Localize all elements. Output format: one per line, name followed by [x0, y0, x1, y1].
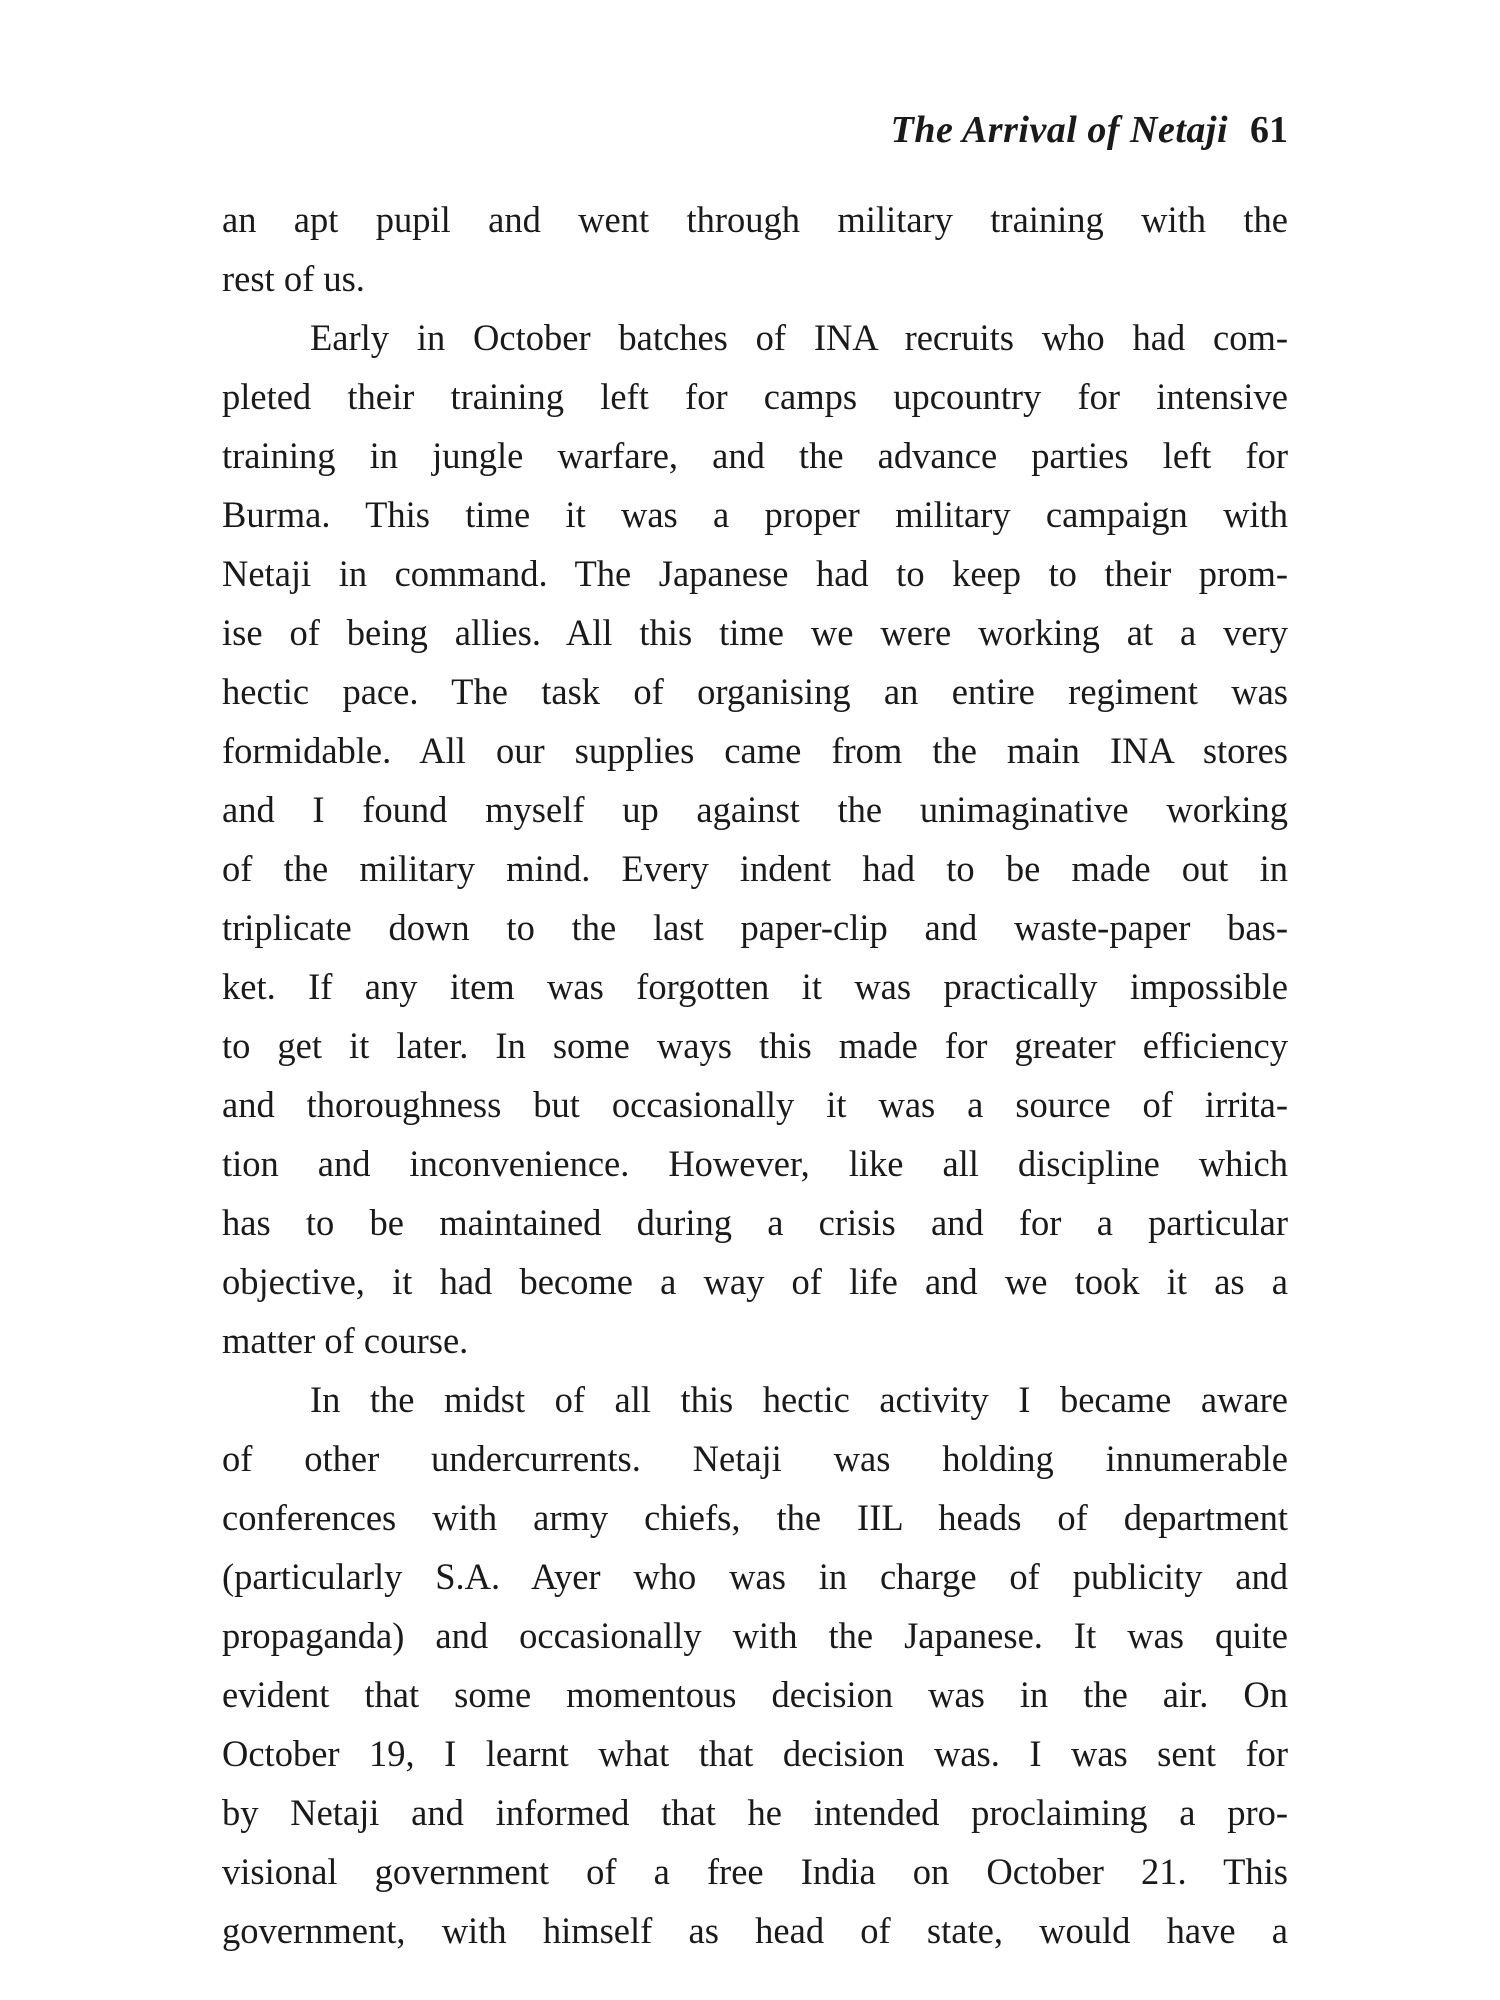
- text-line: Early in October batches of INA recruits who had com-: [310, 317, 1288, 358]
- text-line: rest of us.: [222, 258, 365, 299]
- text-line: an apt pupil and went through military training with the: [222, 199, 1288, 240]
- text-line: to get it later. In some ways this made for greater efficiency: [222, 1025, 1288, 1066]
- text-line: October 19, I learnt what that decision was. I was sent for: [222, 1733, 1288, 1774]
- text-line: by Netaji and informed that he intended proclaiming a pro-: [222, 1792, 1288, 1833]
- text-line: training in jungle warfare, and the advance parties left for: [222, 435, 1288, 476]
- text-line: triplicate down to the last paper-clip and waste-paper bas-: [222, 907, 1288, 948]
- text-line: of other undercurrents. Netaji was holding innumerable: [222, 1438, 1288, 1479]
- text-line: tion and inconvenience. However, like all discipline which: [222, 1143, 1288, 1184]
- running-title: The Arrival of Netaji: [890, 109, 1228, 151]
- text-line: and thoroughness but occasionally it was a source of irrita-: [222, 1084, 1288, 1125]
- text-line: formidable. All our supplies came from the main INA stores: [222, 730, 1288, 771]
- text-line: Burma. This time it was a proper military campaign with: [222, 494, 1288, 535]
- body-text: [222, 190, 1288, 1960]
- text-line: ket. If any item was forgotten it was practically impossible: [222, 966, 1288, 1007]
- text-line: visional government of a free India on October 21. This: [222, 1851, 1288, 1892]
- text-line: pleted their training left for camps upcountry for intensive: [222, 376, 1288, 417]
- text-line: (particularly S.A. Ayer who was in charge of publicity and: [222, 1556, 1288, 1597]
- page-number: 61: [1250, 109, 1288, 151]
- text-line: evident that some momentous decision was in the air. On: [222, 1674, 1288, 1715]
- text-line: hectic pace. The task of organising an entire regiment was: [222, 671, 1288, 712]
- text-line: objective, it had become a way of life and we took it as a: [222, 1261, 1288, 1302]
- text-line: ise of being allies. All this time we were working at a very: [222, 612, 1288, 653]
- text-line: of the military mind. Every indent had to be made out in: [222, 848, 1288, 889]
- text-line: propaganda) and occasionally with the Japanese. It was quite: [222, 1615, 1288, 1656]
- text-line: matter of course.: [222, 1320, 469, 1361]
- text-line: has to be maintained during a crisis and for a particular: [222, 1202, 1288, 1243]
- text-line: In the midst of all this hectic activity I became aware: [310, 1379, 1288, 1420]
- text-line: and I found myself up against the unimaginative working: [222, 789, 1288, 830]
- text-line: government, with himself as head of state, would have a: [222, 1910, 1288, 1951]
- running-head: [222, 100, 1288, 160]
- text-line: Netaji in command. The Japanese had to keep to their prom-: [222, 553, 1288, 594]
- text-line: conferences with army chiefs, the IIL heads of department: [222, 1497, 1288, 1538]
